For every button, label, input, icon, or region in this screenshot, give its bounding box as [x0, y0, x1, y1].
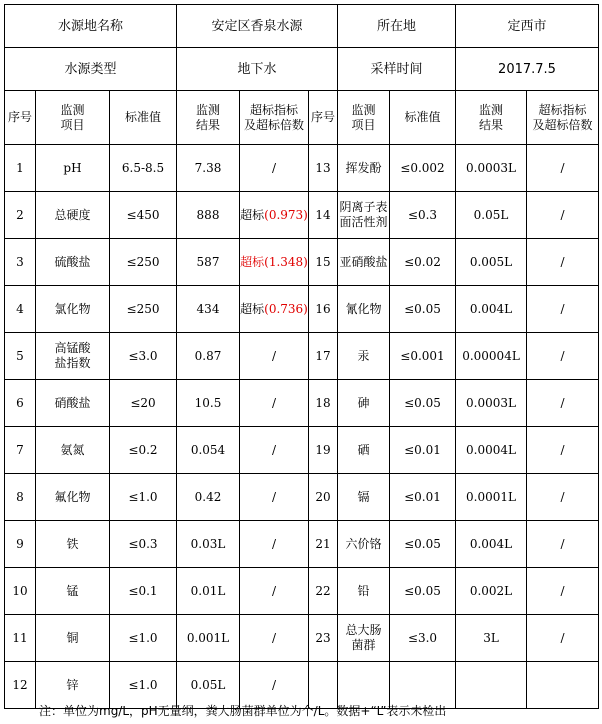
cell-no-left: 10 [5, 568, 36, 615]
header-row-1 [5, 5, 599, 48]
cell-exceed-left: / [240, 380, 309, 427]
col-result-right: 监测 结果 [456, 91, 527, 145]
sampling-time-label: 采样时间 [338, 48, 456, 91]
cell-result-left: 434 [177, 286, 240, 333]
cell-no-left: 5 [5, 333, 36, 380]
cell-item-left: 锌 [36, 662, 110, 709]
cell-standard-left: ≤250 [110, 286, 177, 333]
cell-exceed-right: / [527, 192, 599, 239]
location-label: 所在地 [338, 5, 456, 48]
cell-standard-left: ≤0.2 [110, 427, 177, 474]
source-type-label: 水源类型 [5, 48, 177, 91]
cell-no-left: 2 [5, 192, 36, 239]
cell-result-left: 0.42 [177, 474, 240, 521]
cell-result-right: 0.0004L [456, 427, 527, 474]
cell-no-right: 21 [309, 521, 338, 568]
cell-no-right: 19 [309, 427, 338, 474]
cell-result-right: 0.004L [456, 286, 527, 333]
cell-item-right: 硒 [338, 427, 390, 474]
cell-no-left: 8 [5, 474, 36, 521]
table-row [5, 615, 599, 662]
col-exceed-left: 超标指标 及超标倍数 [240, 91, 309, 145]
cell-exceed-right: / [527, 474, 599, 521]
cell-standard-left: ≤1.0 [110, 662, 177, 709]
sampling-time-value: 2017.7.5 [456, 48, 599, 91]
cell-result-right: 0.00004L [456, 333, 527, 380]
cell-standard-right: ≤0.05 [390, 568, 456, 615]
cell-result-right: 0.0003L [456, 145, 527, 192]
cell-result-right: 0.002L [456, 568, 527, 615]
footnote: 注：单位为mg/L，pH无量纲，粪大肠菌群单位为个/L。数据+“L”表示未检出 [39, 704, 447, 718]
cell-result-right: 0.005L [456, 239, 527, 286]
cell-result-left: 0.87 [177, 333, 240, 380]
cell-no-left: 11 [5, 615, 36, 662]
water-quality-table [4, 4, 599, 709]
cell-no-right: 23 [309, 615, 338, 662]
col-exceed-right: 超标指标 及超标倍数 [527, 91, 599, 145]
cell-standard-right: ≤0.001 [390, 333, 456, 380]
cell-standard-right: ≤0.02 [390, 239, 456, 286]
cell-standard-left: ≤450 [110, 192, 177, 239]
cell-item-left: 氯化物 [36, 286, 110, 333]
cell-result-right: 0.05L [456, 192, 527, 239]
cell-exceed-left: / [240, 333, 309, 380]
col-standard-left: 标准值 [110, 91, 177, 145]
cell-result-left: 0.05L [177, 662, 240, 709]
cell-exceed-left: / [240, 662, 309, 709]
cell-item-right: 汞 [338, 333, 390, 380]
cell-no-left: 3 [5, 239, 36, 286]
cell-standard-left: ≤250 [110, 239, 177, 286]
cell-exceed-right: / [527, 286, 599, 333]
cell-item-right: 氰化物 [338, 286, 390, 333]
cell-item-right: 镉 [338, 474, 390, 521]
cell-result-left: 10.5 [177, 380, 240, 427]
cell-no-right: 15 [309, 239, 338, 286]
cell-item-left: 硝酸盐 [36, 380, 110, 427]
cell-result-right: 3L [456, 615, 527, 662]
cell-standard-left: ≤0.3 [110, 521, 177, 568]
cell-no-left: 1 [5, 145, 36, 192]
cell-item-right: 砷 [338, 380, 390, 427]
location-value: 定西市 [456, 5, 599, 48]
exceed-prefix: 超标 [240, 301, 265, 316]
cell-result-left: 0.03L [177, 521, 240, 568]
cell-result-right: 0.0001L [456, 474, 527, 521]
cell-result-left: 0.01L [177, 568, 240, 615]
col-standard-right: 标准值 [390, 91, 456, 145]
cell-exceed-left: / [240, 521, 309, 568]
cell-item-right: 六价铬 [338, 521, 390, 568]
exceed-prefix: 超标 [240, 207, 265, 222]
cell-exceed-right: / [527, 568, 599, 615]
cell-item-left: 铁 [36, 521, 110, 568]
col-no-left: 序号 [5, 91, 36, 145]
cell-item-right [338, 662, 390, 709]
cell-item-right: 总大肠 菌群 [338, 615, 390, 662]
cell-exceed-right: / [527, 380, 599, 427]
table-row [5, 286, 599, 333]
cell-result-left: 7.38 [177, 145, 240, 192]
cell-exceed-left: / [240, 568, 309, 615]
cell-exceed-left [240, 239, 309, 286]
table-row [5, 239, 599, 286]
table-row [5, 145, 599, 192]
cell-item-left: 硫酸盐 [36, 239, 110, 286]
cell-result-right: 0.004L [456, 521, 527, 568]
cell-result-right [456, 662, 527, 709]
exceed-value: (0.973) [264, 207, 308, 222]
cell-no-left: 6 [5, 380, 36, 427]
cell-item-left: 高锰酸 盐指数 [36, 333, 110, 380]
exceed-prefix: 超标 [240, 254, 265, 269]
cell-standard-right: ≤0.05 [390, 380, 456, 427]
table-row [5, 662, 599, 709]
cell-exceed-left [240, 192, 309, 239]
exceed-value: (0.736) [264, 301, 308, 316]
cell-result-left: 587 [177, 239, 240, 286]
cell-no-right [309, 662, 338, 709]
source-name-value: 安定区香泉水源 [177, 5, 338, 48]
table-row [5, 474, 599, 521]
cell-exceed-left: / [240, 474, 309, 521]
cell-exceed-right: / [527, 145, 599, 192]
cell-standard-left: ≤3.0 [110, 333, 177, 380]
cell-no-right: 20 [309, 474, 338, 521]
cell-standard-right [390, 662, 456, 709]
col-item-right: 监测 项目 [338, 91, 390, 145]
cell-standard-left: ≤0.1 [110, 568, 177, 615]
header-row-2 [5, 48, 599, 91]
cell-standard-right: ≤0.05 [390, 286, 456, 333]
table-row [5, 568, 599, 615]
cell-exceed-right: / [527, 239, 599, 286]
cell-result-left: 0.054 [177, 427, 240, 474]
table-row [5, 521, 599, 568]
cell-exceed-right: / [527, 427, 599, 474]
column-header-row [5, 91, 599, 145]
cell-no-left: 7 [5, 427, 36, 474]
cell-item-left: 总硬度 [36, 192, 110, 239]
cell-exceed-right: / [527, 615, 599, 662]
source-name-label: 水源地名称 [5, 5, 177, 48]
cell-no-left: 9 [5, 521, 36, 568]
exceed-value: (1.348) [264, 254, 308, 269]
cell-exceed-right [527, 662, 599, 709]
cell-exceed-left [240, 286, 309, 333]
cell-no-left: 12 [5, 662, 36, 709]
cell-standard-left: ≤1.0 [110, 474, 177, 521]
cell-no-right: 14 [309, 192, 338, 239]
cell-exceed-left: / [240, 145, 309, 192]
cell-item-left: pH [36, 145, 110, 192]
cell-item-left: 氨氮 [36, 427, 110, 474]
cell-standard-left: 6.5-8.5 [110, 145, 177, 192]
cell-no-right: 13 [309, 145, 338, 192]
col-item-left: 监测 项目 [36, 91, 110, 145]
cell-standard-right: ≤0.01 [390, 427, 456, 474]
cell-no-right: 16 [309, 286, 338, 333]
cell-result-left: 888 [177, 192, 240, 239]
cell-exceed-right: / [527, 333, 599, 380]
cell-exceed-right: / [527, 521, 599, 568]
cell-standard-right: ≤0.05 [390, 521, 456, 568]
cell-standard-right: ≤0.002 [390, 145, 456, 192]
cell-item-left: 铜 [36, 615, 110, 662]
cell-standard-right: ≤0.3 [390, 192, 456, 239]
cell-item-right: 挥发酚 [338, 145, 390, 192]
cell-item-right: 阴离子表 面活性剂 [338, 192, 390, 239]
table-row [5, 333, 599, 380]
cell-standard-right: ≤3.0 [390, 615, 456, 662]
table-row [5, 380, 599, 427]
cell-result-left: 0.001L [177, 615, 240, 662]
table-row [5, 192, 599, 239]
table-row [5, 427, 599, 474]
cell-item-right: 铅 [338, 568, 390, 615]
cell-item-right: 亚硝酸盐 [338, 239, 390, 286]
cell-no-right: 17 [309, 333, 338, 380]
col-result-left: 监测 结果 [177, 91, 240, 145]
cell-standard-left: ≤20 [110, 380, 177, 427]
cell-standard-left: ≤1.0 [110, 615, 177, 662]
cell-item-left: 锰 [36, 568, 110, 615]
col-no-right: 序号 [309, 91, 338, 145]
cell-standard-right: ≤0.01 [390, 474, 456, 521]
cell-result-right: 0.0003L [456, 380, 527, 427]
cell-item-left: 氟化物 [36, 474, 110, 521]
cell-no-right: 18 [309, 380, 338, 427]
cell-exceed-left: / [240, 427, 309, 474]
cell-no-left: 4 [5, 286, 36, 333]
cell-exceed-left: / [240, 615, 309, 662]
source-type-value: 地下水 [177, 48, 338, 91]
cell-no-right: 22 [309, 568, 338, 615]
